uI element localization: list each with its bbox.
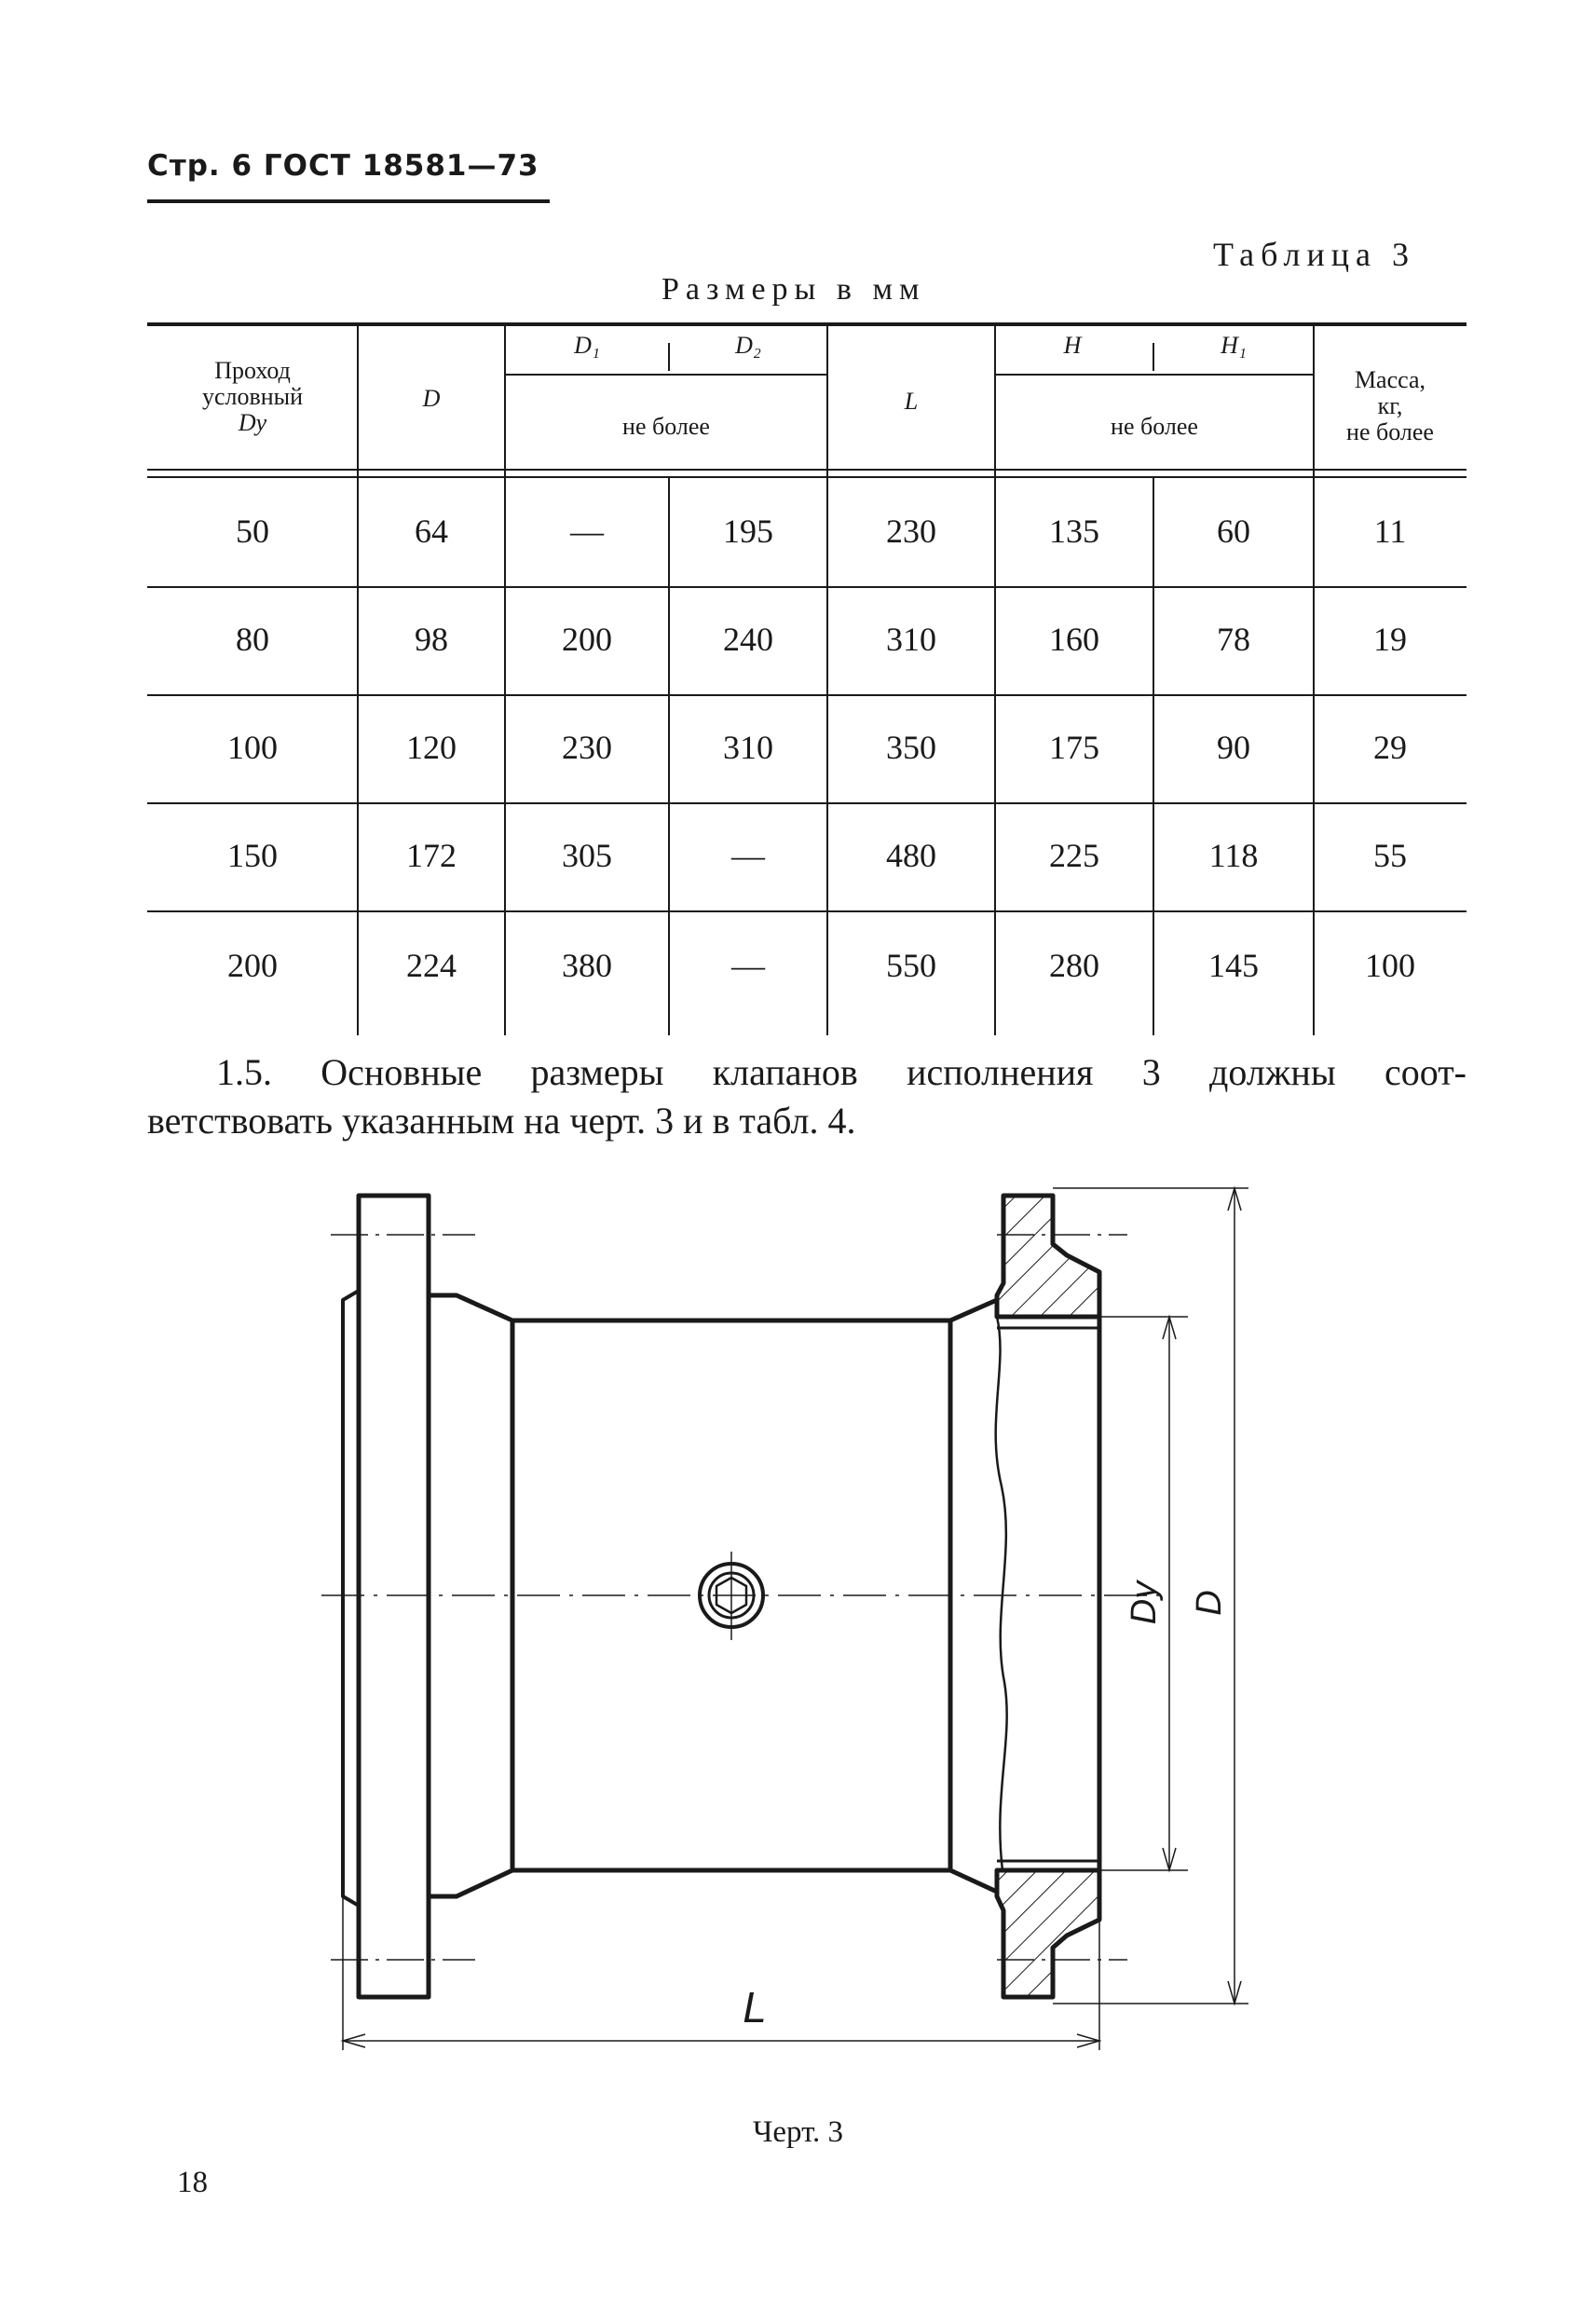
table-cell: 150 bbox=[227, 837, 278, 874]
table-grid bbox=[147, 322, 1466, 1040]
header-nominal-bore-line2: условный bbox=[201, 383, 304, 410]
table-cell: 240 bbox=[723, 621, 773, 658]
table-cell: 50 bbox=[236, 513, 269, 550]
table-cell: 175 bbox=[1049, 729, 1099, 766]
dim-label-dy: Dy bbox=[1125, 1580, 1164, 1625]
table-cell: — bbox=[731, 837, 765, 874]
valve-drawing-svg bbox=[307, 1179, 1295, 2073]
page-header: Стр. 6 ГОСТ 18581—73 bbox=[147, 149, 539, 183]
right-flange-top-section bbox=[997, 1196, 1099, 1317]
header-d-note: не более bbox=[622, 413, 710, 440]
dimensions-table bbox=[147, 322, 1466, 1040]
header-h-note: не более bbox=[1111, 413, 1198, 440]
dim-label-d: D bbox=[1190, 1590, 1229, 1616]
header-d: D bbox=[422, 385, 441, 412]
table-cell: 480 bbox=[886, 837, 936, 874]
valve-drawing bbox=[307, 1179, 1295, 2078]
header-nominal-bore-symbol: Dу bbox=[238, 409, 267, 436]
table-cell: 100 bbox=[1365, 947, 1415, 984]
table-cell: 64 bbox=[415, 513, 448, 550]
dim-label-l: L bbox=[743, 1983, 767, 2032]
table-cell: 225 bbox=[1049, 837, 1099, 874]
header-nominal-bore bbox=[202, 358, 303, 436]
header-l: L bbox=[904, 388, 919, 415]
table-cell: 230 bbox=[562, 729, 612, 766]
paragraph-line2: ветствовать указанным на черт. 3 и в табл. 4. bbox=[147, 1100, 856, 1142]
table-cell: 78 bbox=[1217, 621, 1250, 658]
header-mass-line3: не более bbox=[1346, 418, 1434, 445]
table-cell: 380 bbox=[562, 947, 612, 984]
header-nominal-bore-line1: Проход bbox=[214, 357, 291, 384]
table-cell: 310 bbox=[886, 621, 936, 658]
header-d1: D₁ bbox=[574, 332, 600, 359]
table-cell: 120 bbox=[406, 729, 457, 766]
table-cell: 118 bbox=[1208, 837, 1259, 874]
table-cell: 90 bbox=[1217, 729, 1250, 766]
body-top-outline bbox=[429, 1272, 997, 1320]
table-cell: 224 bbox=[406, 947, 457, 984]
table-cell: 550 bbox=[886, 947, 936, 984]
table-cell: 195 bbox=[723, 513, 773, 550]
table-units: Размеры в мм bbox=[662, 272, 926, 307]
header-d2: D₂ bbox=[735, 332, 761, 359]
table-cell: 350 bbox=[886, 729, 936, 766]
table-cell: 19 bbox=[1373, 621, 1407, 658]
header-h: H bbox=[1063, 332, 1082, 359]
table-cell: — bbox=[570, 513, 604, 550]
table-cell: 310 bbox=[723, 729, 773, 766]
table-cell: 305 bbox=[562, 837, 612, 874]
header-rule bbox=[147, 199, 550, 203]
table-cell: 135 bbox=[1049, 513, 1099, 550]
table-cell: 11 bbox=[1373, 513, 1407, 550]
table-cell: 145 bbox=[1208, 947, 1259, 984]
table-cell: — bbox=[731, 947, 765, 984]
page-number: 18 bbox=[177, 2166, 208, 2199]
break-line bbox=[996, 1317, 1007, 1870]
body-bottom-outline bbox=[429, 1870, 997, 1920]
table-cell: 280 bbox=[1049, 947, 1099, 984]
table-cell: 55 bbox=[1373, 837, 1407, 874]
table-cell: 200 bbox=[562, 621, 612, 658]
left-flange-edge bbox=[343, 1291, 359, 1906]
table-cell: 172 bbox=[406, 837, 457, 874]
table-cell: 160 bbox=[1049, 621, 1099, 658]
table-cell: 80 bbox=[236, 621, 269, 658]
right-flange-bottom-section bbox=[997, 1870, 1099, 1997]
table-cell: 230 bbox=[886, 513, 936, 550]
table-cell: 60 bbox=[1217, 513, 1250, 550]
header-mass-line1: Масса, bbox=[1354, 366, 1426, 393]
table-cell: 200 bbox=[227, 947, 278, 984]
table-cell: 100 bbox=[227, 729, 278, 766]
header-mass bbox=[1346, 367, 1434, 445]
table-label: Таблица 3 bbox=[1213, 236, 1415, 273]
header-mass-line2: кг, bbox=[1377, 392, 1403, 419]
drawing-caption: Черт. 3 bbox=[752, 2115, 844, 2149]
header-h1: H₁ bbox=[1221, 332, 1247, 359]
table-cell: 98 bbox=[415, 621, 448, 658]
paragraph-line1: 1.5. Основные размеры клапанов исполнения 3 должны соот- bbox=[216, 1051, 1466, 1093]
left-flange bbox=[359, 1196, 429, 1997]
table-cell: 29 bbox=[1373, 729, 1407, 766]
